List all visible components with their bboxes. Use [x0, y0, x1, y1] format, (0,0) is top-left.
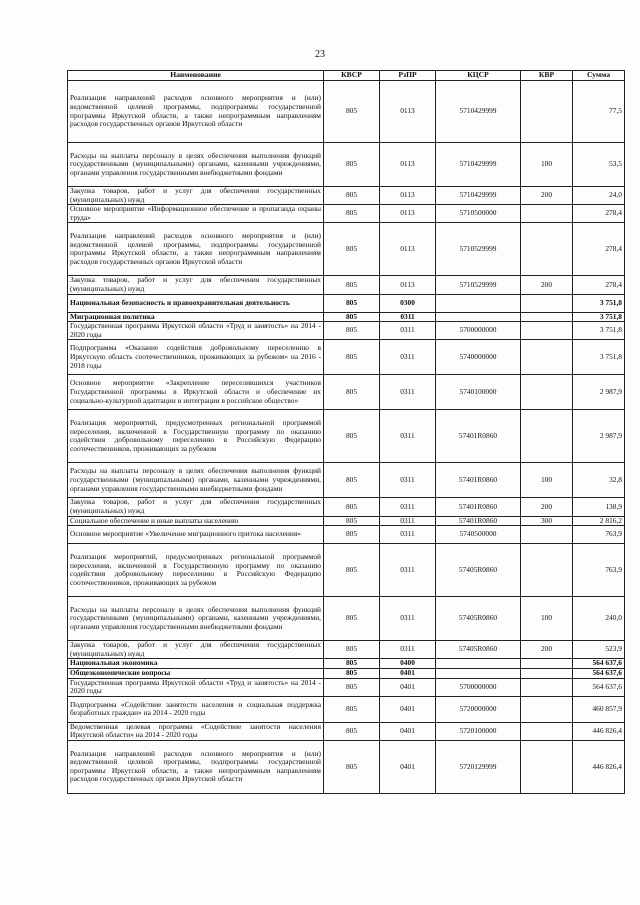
- row-kvr: [521, 205, 573, 223]
- row-kcsr: 5710429999: [436, 81, 521, 143]
- row-name: Реализация направлений расходов основного мероприятия и (или) ведомственной целевой программы, подпрограммы государственной программы Иркутской области, а также непрограммным направлениям расходов государственных органов Иркутской области: [68, 740, 324, 793]
- row-sum: 2 987,9: [573, 410, 625, 463]
- row-rzpr: 0401: [380, 696, 436, 722]
- table-row: [68, 463, 625, 498]
- row-kcsr: 5720100000: [436, 722, 521, 740]
- row-rzpr: 0401: [380, 722, 436, 740]
- row-rzpr: 0113: [380, 205, 436, 223]
- row-kvr: 200: [521, 276, 573, 294]
- row-name: Государственная программа Иркутской области «Труд и занятость» на 2014 - 2020 годы: [68, 322, 324, 340]
- row-sum: 278,4: [573, 205, 625, 223]
- row-sum: 2 816,2: [573, 516, 625, 526]
- table-row: [68, 641, 625, 659]
- table-row: [68, 659, 625, 669]
- table-row: [68, 205, 625, 223]
- row-kcsr: 57405R0860: [436, 597, 521, 641]
- table-row: [68, 678, 625, 696]
- row-kcsr: 5740500000: [436, 526, 521, 544]
- row-sum: 763,9: [573, 526, 625, 544]
- row-name: Закупка товаров, работ и услуг для обеспечения государственных (муниципальных) нужд: [68, 498, 324, 516]
- row-kvr: [521, 678, 573, 696]
- table-body: [68, 81, 625, 794]
- row-kvr: 200: [521, 498, 573, 516]
- table-row: [68, 722, 625, 740]
- row-kvr: [521, 294, 573, 312]
- row-kvr: [521, 526, 573, 544]
- row-rzpr: 0401: [380, 678, 436, 696]
- row-rzpr: 0401: [380, 740, 436, 793]
- row-name: Подпрограмма «Содействие занятости населения и социальная поддержка безработных граждан» на 2014 - 2020 годы: [68, 696, 324, 722]
- row-sum: 3 751,8: [573, 294, 625, 312]
- row-kvsr: 805: [324, 696, 380, 722]
- row-name: Реализация направлений расходов основного мероприятия и (или) ведомственной целевой программы, подпрограммы государственной программы Иркутской области, а также непрограммным направлениям расходов государственных органов Иркутской области: [68, 223, 324, 276]
- row-kvr: [521, 410, 573, 463]
- row-kvsr: 805: [324, 81, 380, 143]
- table-row: [68, 526, 625, 544]
- row-kvsr: 805: [324, 659, 380, 669]
- row-sum: 564 637,6: [573, 678, 625, 696]
- row-rzpr: 0311: [380, 641, 436, 659]
- row-name: Реализация направлений расходов основного мероприятия и (или) ведомственной целевой программы, подпрограммы государственной программы Иркутской области, а также непрограммным направлениям расходов государственных органов Иркутской области: [68, 81, 324, 143]
- row-sum: 3 751,8: [573, 312, 625, 322]
- table-row: [68, 340, 625, 375]
- row-kvsr: 805: [324, 187, 380, 205]
- table-header-row: [68, 71, 625, 81]
- row-name: Реализация мероприятий, предусмотренных региональной программой переселения, включенной в Государственную программу по оказанию содействия добровольному переселению в Российскую Федерацию соотечественников, проживающих за рубежом: [68, 410, 324, 463]
- row-kvr: 200: [521, 641, 573, 659]
- row-sum: 2 987,9: [573, 375, 625, 410]
- row-rzpr: 0401: [380, 668, 436, 678]
- row-sum: 523,9: [573, 641, 625, 659]
- row-rzpr: 0311: [380, 516, 436, 526]
- row-kvsr: 805: [324, 205, 380, 223]
- row-name: Закупка товаров, работ и услуг для обеспечения государственных (муниципальных) нужд: [68, 187, 324, 205]
- table-row: [68, 143, 625, 187]
- row-kvsr: 805: [324, 526, 380, 544]
- row-kcsr: 5710500000: [436, 205, 521, 223]
- row-sum: 278,4: [573, 223, 625, 276]
- row-rzpr: 0311: [380, 312, 436, 322]
- table-row: [68, 276, 625, 294]
- row-sum: 446 826,4: [573, 722, 625, 740]
- row-sum: 564 637,6: [573, 659, 625, 669]
- row-name: Основное мероприятие «Информационное обеспечение и пропаганда охраны труда»: [68, 205, 324, 223]
- table-row: [68, 544, 625, 597]
- row-rzpr: 0311: [380, 597, 436, 641]
- row-kvsr: 805: [324, 294, 380, 312]
- row-rzpr: 0113: [380, 187, 436, 205]
- header-kvr: КВР: [521, 71, 573, 81]
- row-rzpr: 0311: [380, 526, 436, 544]
- row-name: Социальное обеспечение и иные выплаты населению: [68, 516, 324, 526]
- row-kcsr: [436, 294, 521, 312]
- row-kvr: 300: [521, 516, 573, 526]
- row-kcsr: 57401R0860: [436, 410, 521, 463]
- row-kvr: [521, 223, 573, 276]
- row-kcsr: 57401R0860: [436, 463, 521, 498]
- row-kvr: 100: [521, 463, 573, 498]
- row-kvsr: 805: [324, 143, 380, 187]
- header-name: Наименование: [68, 71, 324, 81]
- row-kvsr: 805: [324, 668, 380, 678]
- row-kvr: [521, 668, 573, 678]
- row-kcsr: 5740100000: [436, 375, 521, 410]
- row-kvr: [521, 340, 573, 375]
- row-kcsr: 57405R0860: [436, 544, 521, 597]
- row-rzpr: 0311: [380, 498, 436, 516]
- row-kvr: [521, 312, 573, 322]
- row-rzpr: 0113: [380, 81, 436, 143]
- row-name: Закупка товаров, работ и услуг для обеспечения государственных (муниципальных) нужд: [68, 641, 324, 659]
- row-kvsr: 805: [324, 322, 380, 340]
- row-name: Общеэкономические вопросы: [68, 668, 324, 678]
- row-kvsr: 805: [324, 516, 380, 526]
- row-sum: 278,4: [573, 276, 625, 294]
- row-kcsr: 5720000000: [436, 696, 521, 722]
- row-kvsr: 805: [324, 678, 380, 696]
- row-kvr: 200: [521, 187, 573, 205]
- row-kvr: [521, 322, 573, 340]
- row-name: Реализация мероприятий, предусмотренных региональной программой переселения, включенной в Государственную программу по оказанию содействия добровольному переселению в Российскую Федерацию соотечественников, проживающих за рубежом: [68, 544, 324, 597]
- row-kvr: [521, 544, 573, 597]
- row-kcsr: [436, 659, 521, 669]
- row-kcsr: [436, 668, 521, 678]
- row-kvsr: 805: [324, 544, 380, 597]
- row-name: Расходы на выплаты персоналу в целях обеспечения выполнения функций государственными (муниципальными) органами, казенными учреждениями, органами управления государственными внебюджетными фондами: [68, 463, 324, 498]
- header-sum: Сумма: [573, 71, 625, 81]
- row-sum: 32,8: [573, 463, 625, 498]
- row-rzpr: 0311: [380, 340, 436, 375]
- row-sum: 77,5: [573, 81, 625, 143]
- row-kvsr: 805: [324, 722, 380, 740]
- row-kvr: [521, 696, 573, 722]
- row-kvr: [521, 81, 573, 143]
- row-kvsr: 805: [324, 740, 380, 793]
- header-kvsr: КВСР: [324, 71, 380, 81]
- row-sum: 138,9: [573, 498, 625, 516]
- row-kvsr: 805: [324, 312, 380, 322]
- budget-table: [67, 70, 625, 794]
- row-rzpr: 0400: [380, 659, 436, 669]
- table-row: [68, 294, 625, 312]
- row-rzpr: 0113: [380, 276, 436, 294]
- table-row: [68, 498, 625, 516]
- row-kcsr: 5700000000: [436, 322, 521, 340]
- row-name: Подпрограмма «Оказание содействия добровольному переселению в Иркутскую область соотечественников, проживающих за рубежом» на 2016 - 2018 годы: [68, 340, 324, 375]
- row-rzpr: 0311: [380, 463, 436, 498]
- row-kvsr: 805: [324, 410, 380, 463]
- row-name: Расходы на выплаты персоналу в целях обеспечения выполнения функций государственными (муниципальными) органами, казенными учреждениями, органами управления государственными внебюджетными фондами: [68, 143, 324, 187]
- table-row: [68, 322, 625, 340]
- row-name: Ведомственная целевая программа «Содействие занятости населения Иркутской области» на 2014 - 2020 годы: [68, 722, 324, 740]
- row-kcsr: 5700000000: [436, 678, 521, 696]
- row-kcsr: 5710529999: [436, 276, 521, 294]
- table-row: [68, 668, 625, 678]
- row-sum: 446 826,4: [573, 740, 625, 793]
- row-sum: 240,0: [573, 597, 625, 641]
- row-name: Миграционная политика: [68, 312, 324, 322]
- row-kvsr: 805: [324, 498, 380, 516]
- row-rzpr: 0311: [380, 375, 436, 410]
- row-kcsr: 5720129999: [436, 740, 521, 793]
- table-row: [68, 375, 625, 410]
- row-kvr: 100: [521, 597, 573, 641]
- row-kcsr: 5710429999: [436, 187, 521, 205]
- table-row: [68, 516, 625, 526]
- row-sum: 53,5: [573, 143, 625, 187]
- row-kcsr: 57401R0860: [436, 498, 521, 516]
- table-row: [68, 81, 625, 143]
- row-name: Основное мероприятие «Закрепление переселившихся участников Государственной программы в Иркутской области и обеспечение их социально-культурной адаптации и интеграции в российское общество»: [68, 375, 324, 410]
- row-name: Национальная экономика: [68, 659, 324, 669]
- row-kcsr: 5710429999: [436, 143, 521, 187]
- row-name: Государственная программа Иркутской области «Труд и занятость» на 2014 - 2020 годы: [68, 678, 324, 696]
- row-rzpr: 0311: [380, 410, 436, 463]
- row-sum: 763,9: [573, 544, 625, 597]
- row-rzpr: 0113: [380, 143, 436, 187]
- row-rzpr: 0311: [380, 322, 436, 340]
- table-row: [68, 597, 625, 641]
- row-sum: 3 751,8: [573, 340, 625, 375]
- table-row: [68, 223, 625, 276]
- row-kvsr: 805: [324, 340, 380, 375]
- row-rzpr: 0300: [380, 294, 436, 312]
- row-kvsr: 805: [324, 223, 380, 276]
- header-rzpr: РзПР: [380, 71, 436, 81]
- row-kcsr: 5740000000: [436, 340, 521, 375]
- row-sum: 460 857,9: [573, 696, 625, 722]
- row-kvr: [521, 740, 573, 793]
- row-rzpr: 0311: [380, 544, 436, 597]
- row-name: Расходы на выплаты персоналу в целях обеспечения выполнения функций государственными (муниципальными) органами, казенными учреждениями, органами управления государственными внебюджетными фондами: [68, 597, 324, 641]
- row-name: Основное мероприятие «Увеличение миграционного притока населения»: [68, 526, 324, 544]
- page-number: 23: [315, 49, 325, 60]
- row-name: Национальная безопасность и правоохранительная деятельность: [68, 294, 324, 312]
- row-kcsr: [436, 312, 521, 322]
- row-kvr: [521, 722, 573, 740]
- row-kvsr: 805: [324, 463, 380, 498]
- row-kvr: [521, 375, 573, 410]
- row-kcsr: 57405R0860: [436, 641, 521, 659]
- row-sum: 24,0: [573, 187, 625, 205]
- row-kcsr: 57401R0860: [436, 516, 521, 526]
- row-kcsr: 5710529999: [436, 223, 521, 276]
- row-kvr: 100: [521, 143, 573, 187]
- row-sum: 3 751,8: [573, 322, 625, 340]
- row-rzpr: 0113: [380, 223, 436, 276]
- row-kvsr: 805: [324, 641, 380, 659]
- table-row: [68, 696, 625, 722]
- row-kvsr: 805: [324, 597, 380, 641]
- row-sum: 564 637,6: [573, 668, 625, 678]
- row-name: Закупка товаров, работ и услуг для обеспечения государственных (муниципальных) нужд: [68, 276, 324, 294]
- table-row: [68, 187, 625, 205]
- table-row: [68, 740, 625, 793]
- header-kcsr: КЦСР: [436, 71, 521, 81]
- table-row: [68, 410, 625, 463]
- row-kvsr: 805: [324, 375, 380, 410]
- row-kvr: [521, 659, 573, 669]
- row-kvsr: 805: [324, 276, 380, 294]
